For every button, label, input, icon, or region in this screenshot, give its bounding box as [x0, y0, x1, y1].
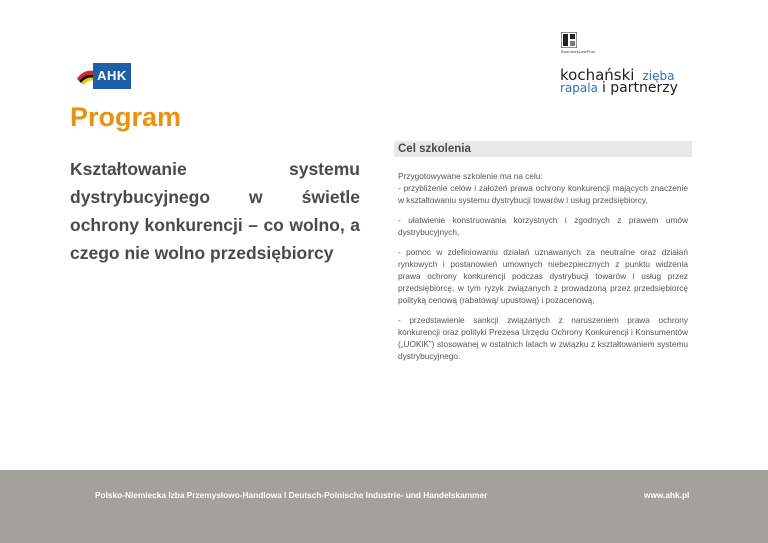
- business-law-firm-logo: [558, 32, 678, 54]
- list-item: - ułatwienie konstruowania korzystnych i zgodnych z prawem umów dystrybucyjnych,: [398, 215, 688, 237]
- kzrp-kochanski: kochański: [560, 66, 635, 84]
- footer: [0, 470, 768, 543]
- section-body: [398, 170, 688, 370]
- footer-url-link[interactable]: www.ahk.pl: [644, 490, 690, 500]
- list-item: - przedstawienie sankcji związanych z naruszeniem prawa ochrony konkurencji oraz polityki Prezesa Urzędu Ochrony Konkurencji i Konsumentów („UOKiK”) stosowanej w ostatnich latach w związku z kształtowaniem systemu dystrybucyjnego.: [398, 315, 688, 361]
- kzrp-line2: [560, 81, 678, 96]
- blf-mark-icon: [561, 32, 577, 48]
- kzrp-partnerzy: i partnerzy: [601, 80, 678, 96]
- kzrp-zieba: zięba: [642, 69, 675, 83]
- program-subtitle: Kształtowanie systemu dystrybucyjnego w świetle ochrony konkurencji – co wolno, a czego nie wolno przedsiębiorcy: [70, 159, 360, 263]
- blf-text: BusinessLawFirm: [561, 49, 596, 54]
- kzrp-rapala: rapala: [560, 81, 598, 95]
- page-title: Program: [70, 102, 182, 132]
- ahk-logo: [75, 62, 131, 90]
- section-header: Cel szkolenia: [394, 141, 692, 157]
- list-item: - pomoc w zdefiniowaniu działań uznawanych za neutralne oraz działań rynkowych i postanowień umownych niebezpiecznych z punktu widzenia prawa ochrony konkurencji podczas dystrybucji towarów i usług przez przedsiębiorcę, w tym ryzyk związanych z prowadzoną przez przedsiębiorcę polityką cenową (rabatową/ upustową) i pozacenową,: [398, 247, 688, 305]
- footer-chamber-name: Polsko-Niemiecka Izba Przemysłowo-Handlowa I Deutsch-Polnische Industrie- und Handelskammer: [95, 490, 488, 500]
- ahk-badge: AHK: [93, 63, 131, 89]
- list-item: - przybliżenie celów i założeń prawa ochrony konkurencji mających znaczenie w kształtowaniu systemu dystrybucji towarów i usług przedsiębiorcy,: [398, 183, 688, 205]
- kochanski-zieba-logo: [560, 68, 682, 98]
- section-intro: Przygotowywane szkolenie ma na celu:: [398, 171, 543, 181]
